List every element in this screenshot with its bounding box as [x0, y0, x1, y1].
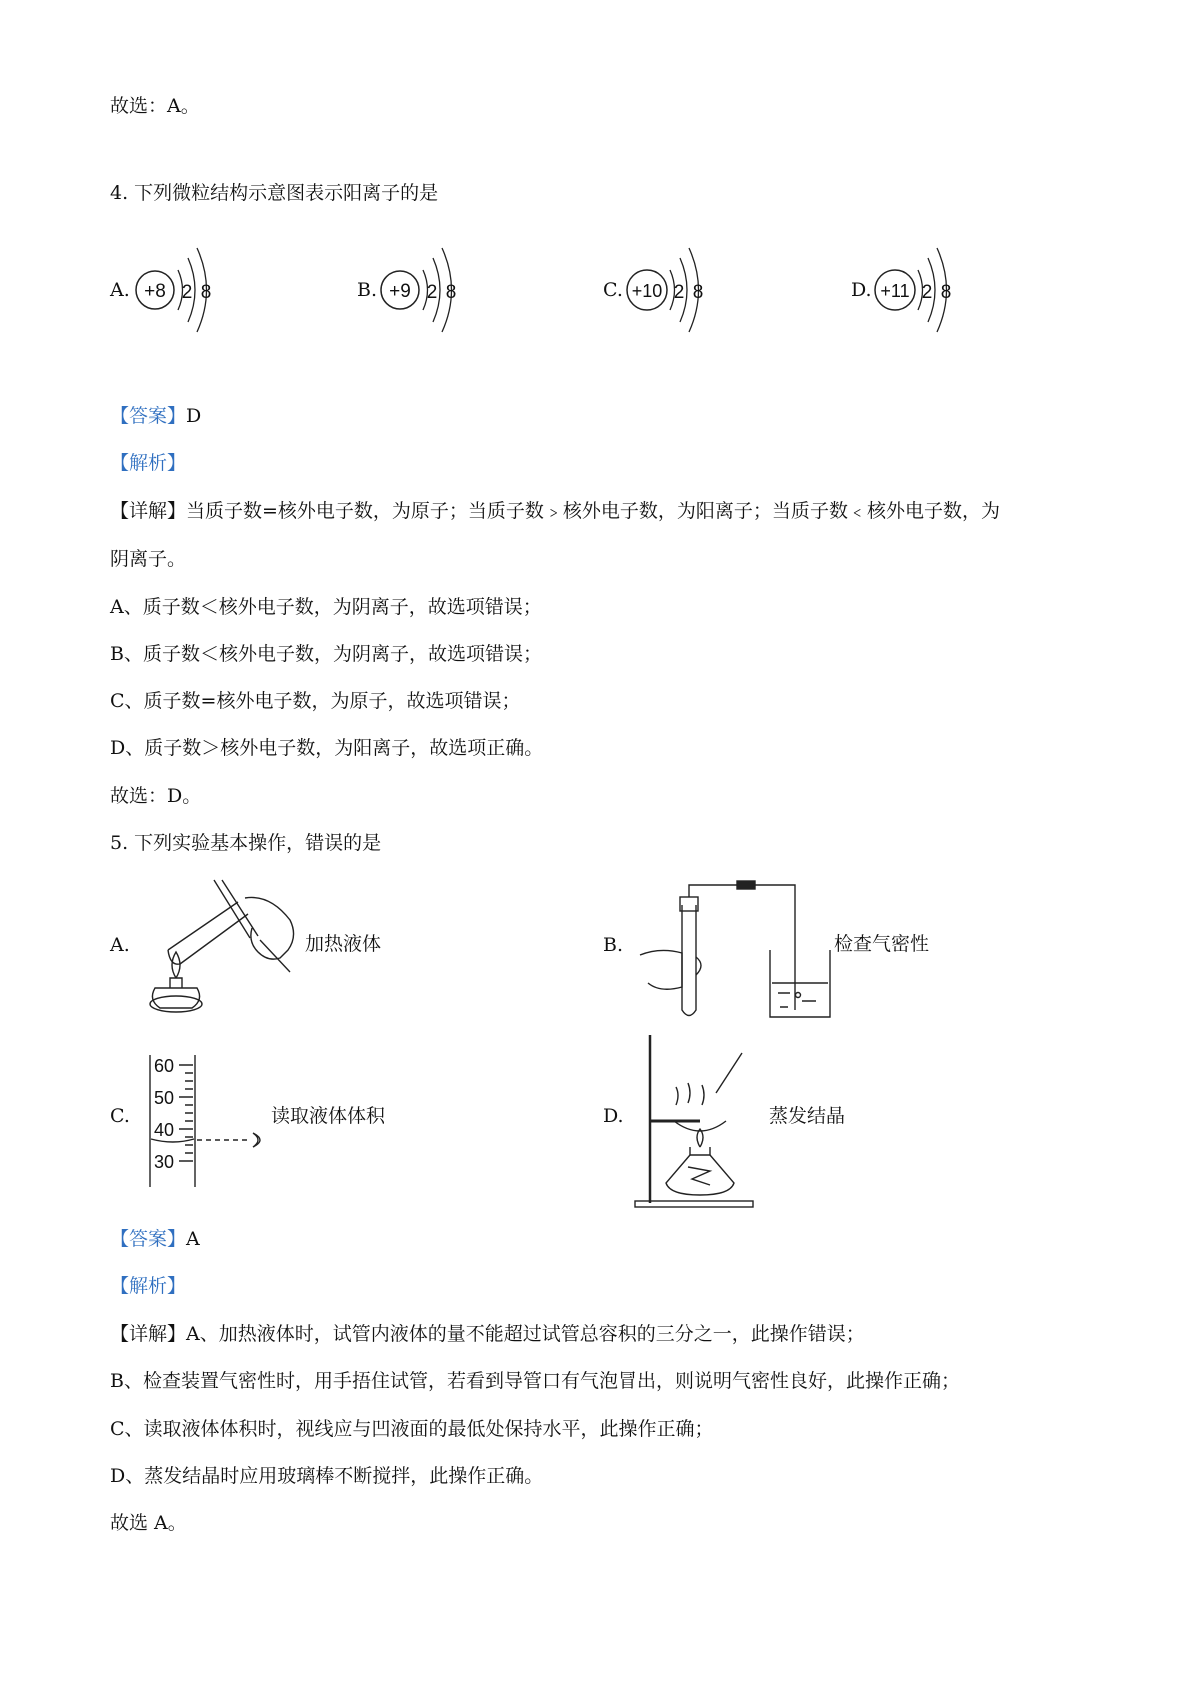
detail-text: A、加热液体时，试管内液体的量不能超过试管总容积的三分之一，此操作错误； [186, 1323, 865, 1345]
tick-label-60: 60 [154, 1056, 175, 1076]
q4-option-d-diagram [868, 240, 968, 340]
stopper [680, 897, 698, 911]
q5-option-c-caption: 读取液体体积 [271, 1105, 386, 1127]
shell-electrons-1: 2 [921, 282, 933, 303]
q5-line-d: D、蒸发结晶时应用玻璃棒不断搅拌，此操作正确。 [110, 1465, 544, 1487]
nucleus-charge: +11 [880, 281, 910, 301]
shell-electrons-2: 8 [200, 282, 212, 303]
shell-electrons-2: 8 [940, 282, 952, 303]
lamp-wick [690, 1147, 710, 1155]
nucleus-charge: +9 [389, 281, 411, 302]
q5-option-b-airtightness-diagram [640, 875, 820, 1025]
q5-option-a-label: A. [110, 934, 130, 956]
q5-option-c-label: C. [110, 1105, 130, 1127]
q5-answer [110, 1226, 200, 1252]
q5-analysis-tag: 【解析】 [110, 1275, 187, 1297]
q5-detail [110, 1321, 865, 1347]
shell-electrons-1: 2 [181, 282, 193, 303]
lamp-base [150, 996, 202, 1012]
q4-option-c-diagram [620, 240, 720, 340]
nucleus-charge: +8 [144, 281, 166, 302]
detail-tag: 【详解】 [110, 1323, 187, 1345]
tick-label-50: 50 [154, 1088, 175, 1108]
eye-icon [253, 1133, 260, 1147]
q4-final: 故选：D。 [110, 785, 202, 807]
glass-rod [716, 1053, 742, 1093]
q5-final: 故选 A。 [110, 1512, 187, 1534]
detail-tag: 【详解】 [110, 500, 187, 522]
answer-tag: 【答案】 [110, 1228, 187, 1250]
q5-option-d-caption: 蒸发结晶 [769, 1105, 846, 1127]
answer-value: D [186, 405, 202, 427]
shell-electrons-1: 2 [673, 282, 685, 303]
q5-option-a-heating-diagram [140, 880, 310, 1020]
q5-option-b-label: B. [603, 934, 624, 956]
prev-final-answer: 故选：A。 [110, 95, 200, 117]
shell-electrons-1: 2 [426, 282, 438, 303]
shell-electrons-2: 8 [445, 282, 457, 303]
q4-line-b: B、质子数＜核外电子数，为阴离子，故选项错误； [110, 643, 542, 665]
test-tube [682, 905, 696, 1016]
q4-stem: 4. 下列微粒结构示意图表示阳离子的是 [110, 182, 439, 204]
q5-option-d-label: D. [603, 1105, 624, 1127]
q4-analysis-tag: 【解析】 [110, 452, 187, 474]
answer-value: A [186, 1228, 200, 1250]
tick-label-30: 30 [154, 1152, 175, 1172]
test-tube [168, 902, 248, 964]
stand-base [635, 1201, 753, 1207]
q5-option-c-cylinder-diagram [145, 1055, 285, 1190]
delivery-tube [689, 885, 795, 1010]
q5-line-b: B、检查装置气密性时，用手捂住试管，若看到导管口有气泡冒出，则说明气密性良好，此操作正确； [110, 1370, 960, 1392]
q4-option-a-label: A. [110, 279, 130, 301]
q4-option-b-label: B. [357, 279, 378, 301]
answer-tag: 【答案】 [110, 405, 187, 427]
q4-detail-cont: 阴离子。 [110, 548, 187, 570]
q4-option-a-diagram [130, 240, 230, 340]
q4-detail [110, 498, 1000, 524]
flame [172, 952, 180, 978]
q4-line-d: D、质子数＞核外电子数，为阳离子，故选项正确。 [110, 737, 544, 759]
q4-option-b-diagram [375, 240, 475, 340]
shell-electrons-2: 8 [692, 282, 704, 303]
tick-label-40: 40 [154, 1120, 175, 1140]
rubber-joint [737, 881, 755, 889]
holder-handle [260, 940, 290, 972]
hand [640, 950, 682, 989]
q4-line-a: A、质子数＜核外电子数，为阴离子，故选项错误； [110, 596, 542, 618]
lamp-wick-holder [170, 978, 182, 988]
bubble [796, 993, 801, 998]
lamp-liquid [688, 1167, 710, 1185]
water-lines [778, 993, 816, 1007]
q4-answer [110, 403, 201, 429]
q4-option-c-label: C. [603, 279, 623, 301]
nucleus-charge: +10 [631, 281, 663, 301]
q4-line-c: C、质子数=核外电子数，为原子，故选项错误； [110, 690, 521, 712]
q4-option-d-label: D. [851, 279, 872, 301]
q5-stem: 5. 下列实验基本操作，错误的是 [110, 832, 382, 854]
detail-text: 当质子数=核外电子数，为原子；当质子数﹥核外电子数，为阳离子；当质子数﹤核外电子数，为 [186, 500, 1000, 522]
fingers [696, 957, 701, 975]
steam [676, 1083, 704, 1105]
q5-option-a-caption: 加热液体 [305, 933, 382, 955]
scale-ticks [179, 1065, 193, 1161]
q5-option-b-caption: 检查气密性 [834, 933, 930, 955]
q5-line-c: C、读取液体体积时，视线应与凹液面的最低处保持水平，此操作正确； [110, 1418, 714, 1440]
q5-option-d-evaporation-diagram [630, 1035, 760, 1210]
